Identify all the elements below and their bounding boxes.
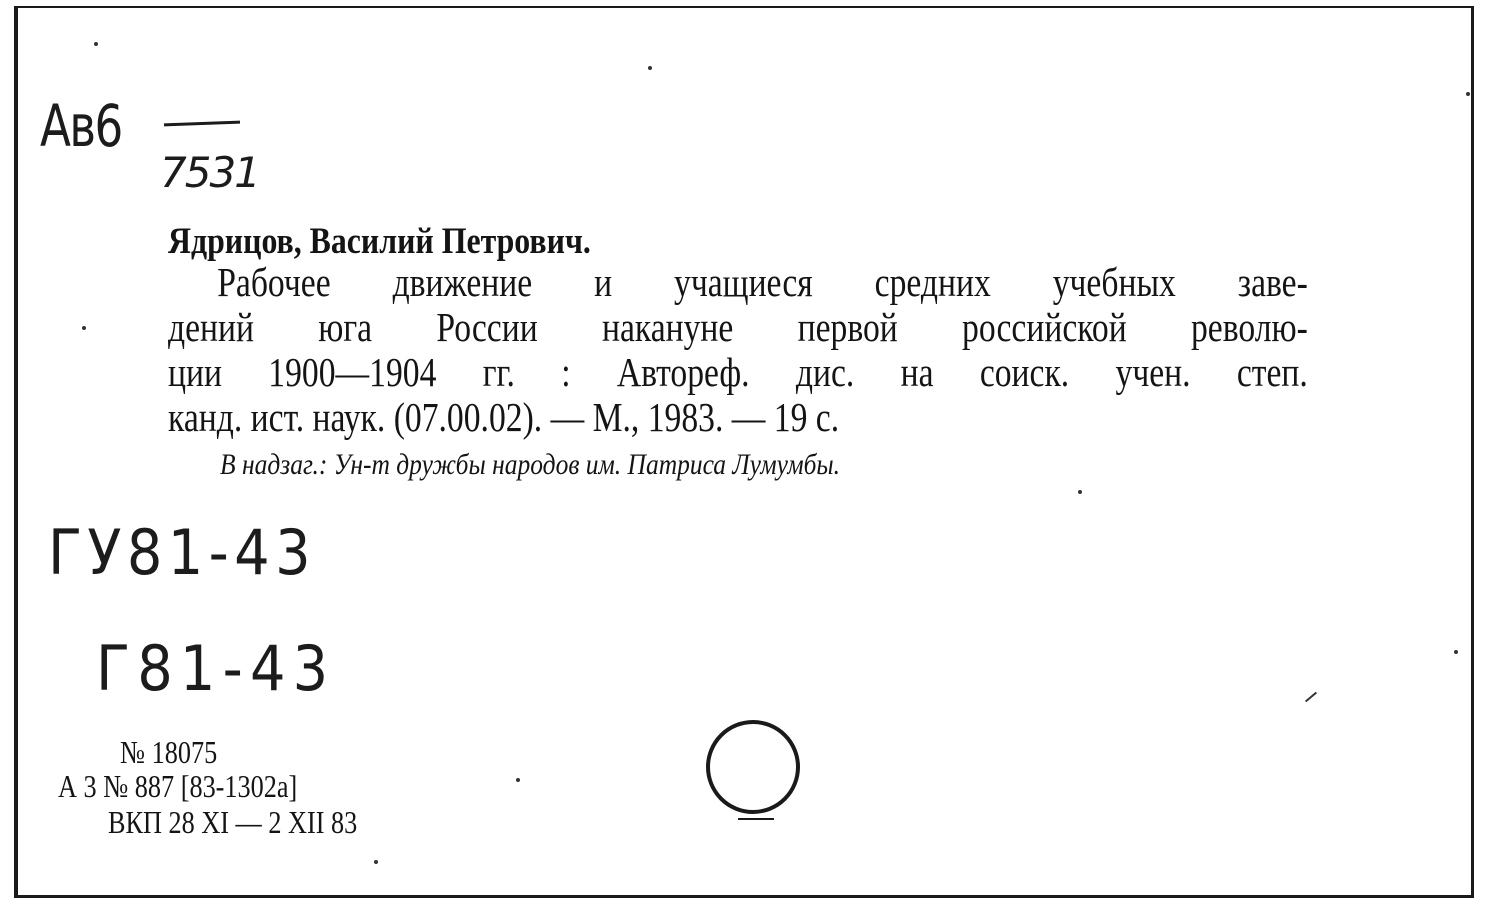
speck [94, 42, 98, 46]
description-line: Рабочее движение и учащиеся средних учебных заве- [217, 259, 1308, 305]
call-number-prefix: Ав6 [40, 92, 122, 160]
description-line: дений юга России накануне первой российской револю- [168, 304, 1308, 350]
speck [516, 778, 520, 782]
description-line: канд. ист. наук. (07.00.02). — М., 1983. — 19 с. [168, 394, 840, 440]
call-number-fraction-line [164, 121, 240, 127]
call-number: 7531 [160, 148, 259, 197]
circle-underline [738, 818, 774, 820]
header-note: В надзаг.: Ун-т дружбы народов им. Патриса Лумумбы. [220, 448, 841, 481]
dates-line: ВКП 28 XI — 2 XII 83 [108, 804, 358, 840]
speck [374, 860, 378, 864]
speck [82, 326, 86, 330]
shelf-mark-handwritten-1: ГУ81-43 [48, 516, 316, 589]
author-heading: Ядрицов, Василий Петрович. [168, 221, 591, 262]
catalog-card [14, 6, 1474, 898]
description-line: ции 1900—1904 гг. : Автореф. дис. на соиск. учен. степ. [168, 349, 1308, 395]
speck [648, 66, 652, 70]
bibliographic-description [168, 260, 1308, 440]
accession-number: № 18075 [120, 734, 218, 770]
punch-hole-circle [706, 720, 800, 814]
shelf-mark-handwritten-2: Г81-43 [96, 632, 336, 705]
pen-mark [1305, 692, 1317, 703]
speck [1078, 490, 1082, 494]
order-line: А 3 № 887 [83-1302а] [58, 768, 298, 804]
speck [1466, 92, 1470, 96]
speck [1454, 650, 1458, 654]
